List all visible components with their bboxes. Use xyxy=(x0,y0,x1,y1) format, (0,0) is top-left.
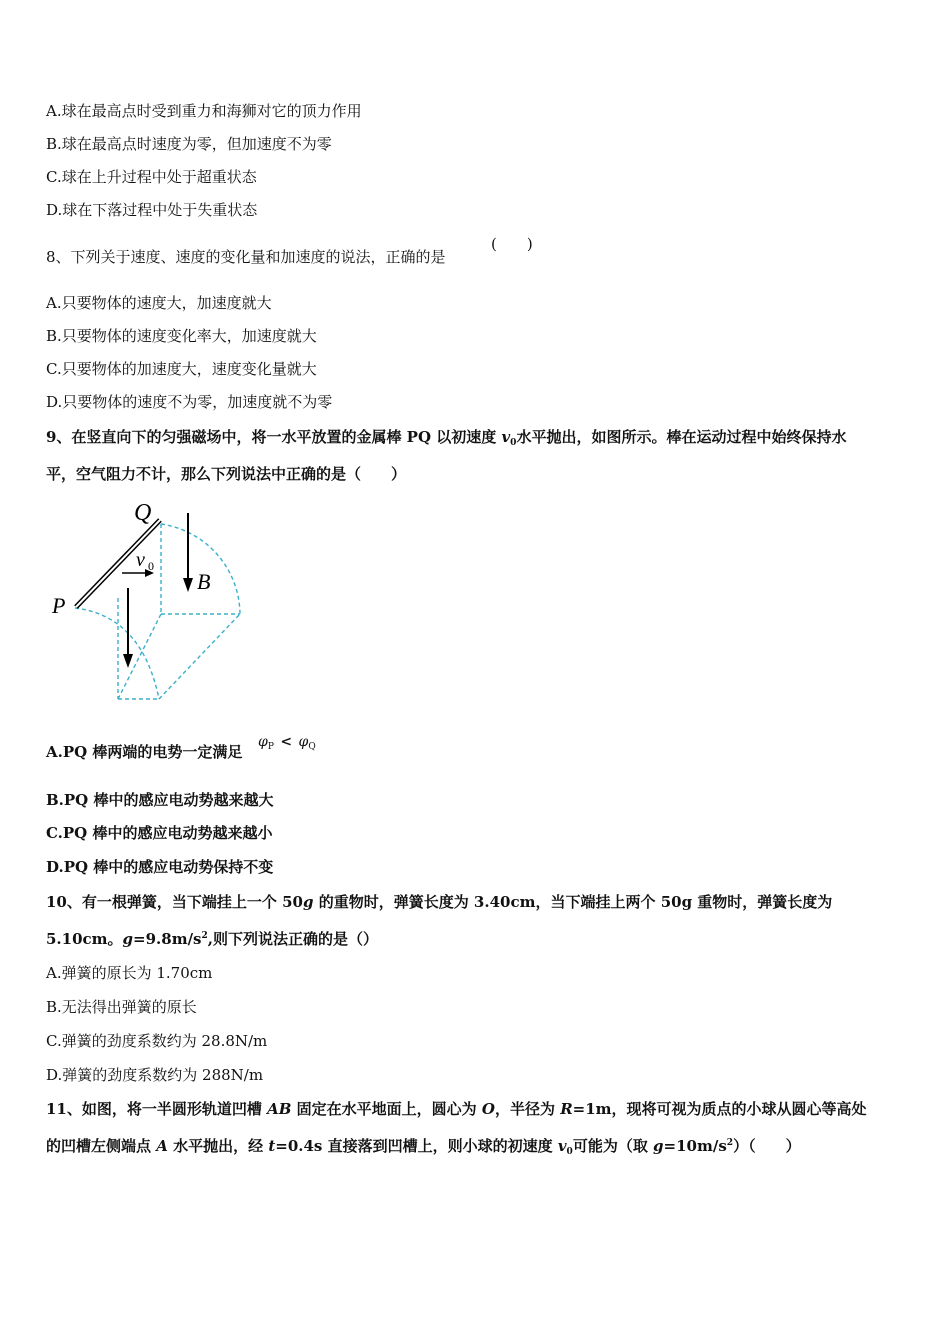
q9-v-subscript: 0 xyxy=(510,438,517,448)
q10-stem-line1 xyxy=(46,892,832,912)
q9-stem-line2: 平，空气阻力不计，那么下列说法中正确的是（ ） xyxy=(46,465,407,483)
q9-stem-a: 9、在竖直向下的匀强磁场中，将一水平放置的金属棒 PQ 以初速度 xyxy=(46,428,502,446)
q11-v: v xyxy=(557,1137,567,1155)
q11-v-sub: 0 xyxy=(566,1147,573,1157)
q10-option-a: A.弹簧的原长为 1.70cm xyxy=(46,964,213,982)
q11-l2-b: 水平抛出，经 xyxy=(167,1137,269,1155)
q10-line1-b: 的重物时，弹簧长度为 3.40cm，当下端挂上两个 50g 重物时，弹簧长度为 xyxy=(313,893,833,911)
q11-stem-line1 xyxy=(46,1099,867,1119)
q11-t: t xyxy=(268,1137,276,1155)
q8-option-a: A.只要物体的速度大，加速度就大 xyxy=(46,294,272,312)
q10-option-c: C.弹簧的劲度系数约为 28.8N/m xyxy=(46,1032,268,1050)
q11-r: R xyxy=(560,1100,573,1118)
label-q: Q xyxy=(134,500,152,526)
q10-line2-a: 5.10cm。 xyxy=(46,930,123,948)
phi-symbol-q: φ xyxy=(298,734,309,750)
q10-g-symbol: g xyxy=(302,893,314,911)
phi-subscript-q: Q xyxy=(308,742,316,752)
q10-option-b: B.无法得出弹簧的原长 xyxy=(46,998,197,1016)
q7-option-b: B.球在最高点时速度为零，但加速度不为零 xyxy=(46,135,332,153)
q10-superscript-2: 2 xyxy=(201,931,208,941)
q7-option-d: D.球在下落过程中处于失重状态 xyxy=(46,201,258,219)
q9-v-symbol: v xyxy=(501,428,511,446)
q7-option-a: A.球在最高点时受到重力和海狮对它的顶力作用 xyxy=(46,102,362,120)
less-than-sign: < xyxy=(280,734,293,750)
q11-a: A xyxy=(156,1137,168,1155)
q9-figure xyxy=(44,496,254,708)
q11-g: g xyxy=(653,1137,664,1155)
label-b: B xyxy=(197,569,211,594)
label-v: v xyxy=(136,549,145,571)
q10-line1-a: 10、有一根弹簧，当下端挂上一个 50 xyxy=(46,893,303,911)
q10-stem-line2 xyxy=(46,929,378,949)
label-v-subscript: 0 xyxy=(148,559,154,573)
q8-option-b: B.只要物体的速度变化率大，加速度就大 xyxy=(46,327,317,345)
q11-l1-b: 固定在水平地面上，圆心为 xyxy=(291,1100,482,1118)
q7-option-c: C.球在上升过程中处于超重状态 xyxy=(46,168,257,186)
q9-option-c: C.PQ 棒中的感应电动势越来越小 xyxy=(46,824,273,842)
q11-l1-a: 11、如图，将一半圆形轨道凹槽 xyxy=(46,1100,268,1118)
q11-sup2: 2 xyxy=(726,1138,734,1148)
q11-l2-e: =10m/s xyxy=(663,1137,727,1155)
q11-ab: AB xyxy=(267,1100,292,1118)
q10-option-d: D.弹簧的劲度系数约为 288N/m xyxy=(46,1066,264,1084)
q11-l1-c: ，半径为 xyxy=(494,1100,561,1118)
phi-subscript-p: P xyxy=(267,742,274,752)
q11-l2-a: 的凹槽左侧端点 xyxy=(46,1137,157,1155)
q9-option-a-formula xyxy=(258,734,316,750)
figure-dashed-frame xyxy=(75,524,240,699)
q9-option-d: D.PQ 棒中的感应电动势保持不变 xyxy=(46,858,274,876)
q8-option-d: D.只要物体的速度不为零，加速度就不为零 xyxy=(46,393,333,411)
b-field-arrowhead-left xyxy=(123,654,133,668)
q11-o: O xyxy=(481,1100,495,1118)
q9-option-a xyxy=(46,742,242,762)
q8-option-c: C.只要物体的加速度大，速度变化量就大 xyxy=(46,360,317,378)
q11-l2-d: 可能为（取 xyxy=(572,1137,654,1155)
q10-line2-c: ,则下列说法正确的是（） xyxy=(207,930,379,948)
label-p: P xyxy=(52,593,66,618)
q11-l1-d: =1m，现将可视为质点的小球从圆心等高处 xyxy=(572,1100,867,1118)
q9-option-a-text: A.PQ 棒两端的电势一定满足 xyxy=(46,743,243,761)
q10-g-symbol-2: g xyxy=(122,930,134,948)
q11-l2-f: ）（ ） xyxy=(733,1137,801,1155)
q8-stem: 8、下列关于速度、速度的变化量和加速度的说法，正确的是 xyxy=(46,248,446,266)
b-field-arrowhead-right xyxy=(183,578,193,592)
q11-stem-line2 xyxy=(46,1136,801,1156)
q10-line2-b: =9.8m/s xyxy=(133,930,202,948)
phi-symbol-p: φ xyxy=(258,734,268,750)
q9-stem-b: 水平抛出，如图所示。棒在运动过程中始终保持水 xyxy=(516,428,847,446)
q11-l2-c: =0.4s 直接落到凹槽上，则小球的初速度 xyxy=(275,1137,558,1155)
q8-answer-paren: ( ) xyxy=(491,235,533,253)
q9-option-b: B.PQ 棒中的感应电动势越来越大 xyxy=(46,791,274,809)
q9-stem-line1 xyxy=(46,427,846,447)
